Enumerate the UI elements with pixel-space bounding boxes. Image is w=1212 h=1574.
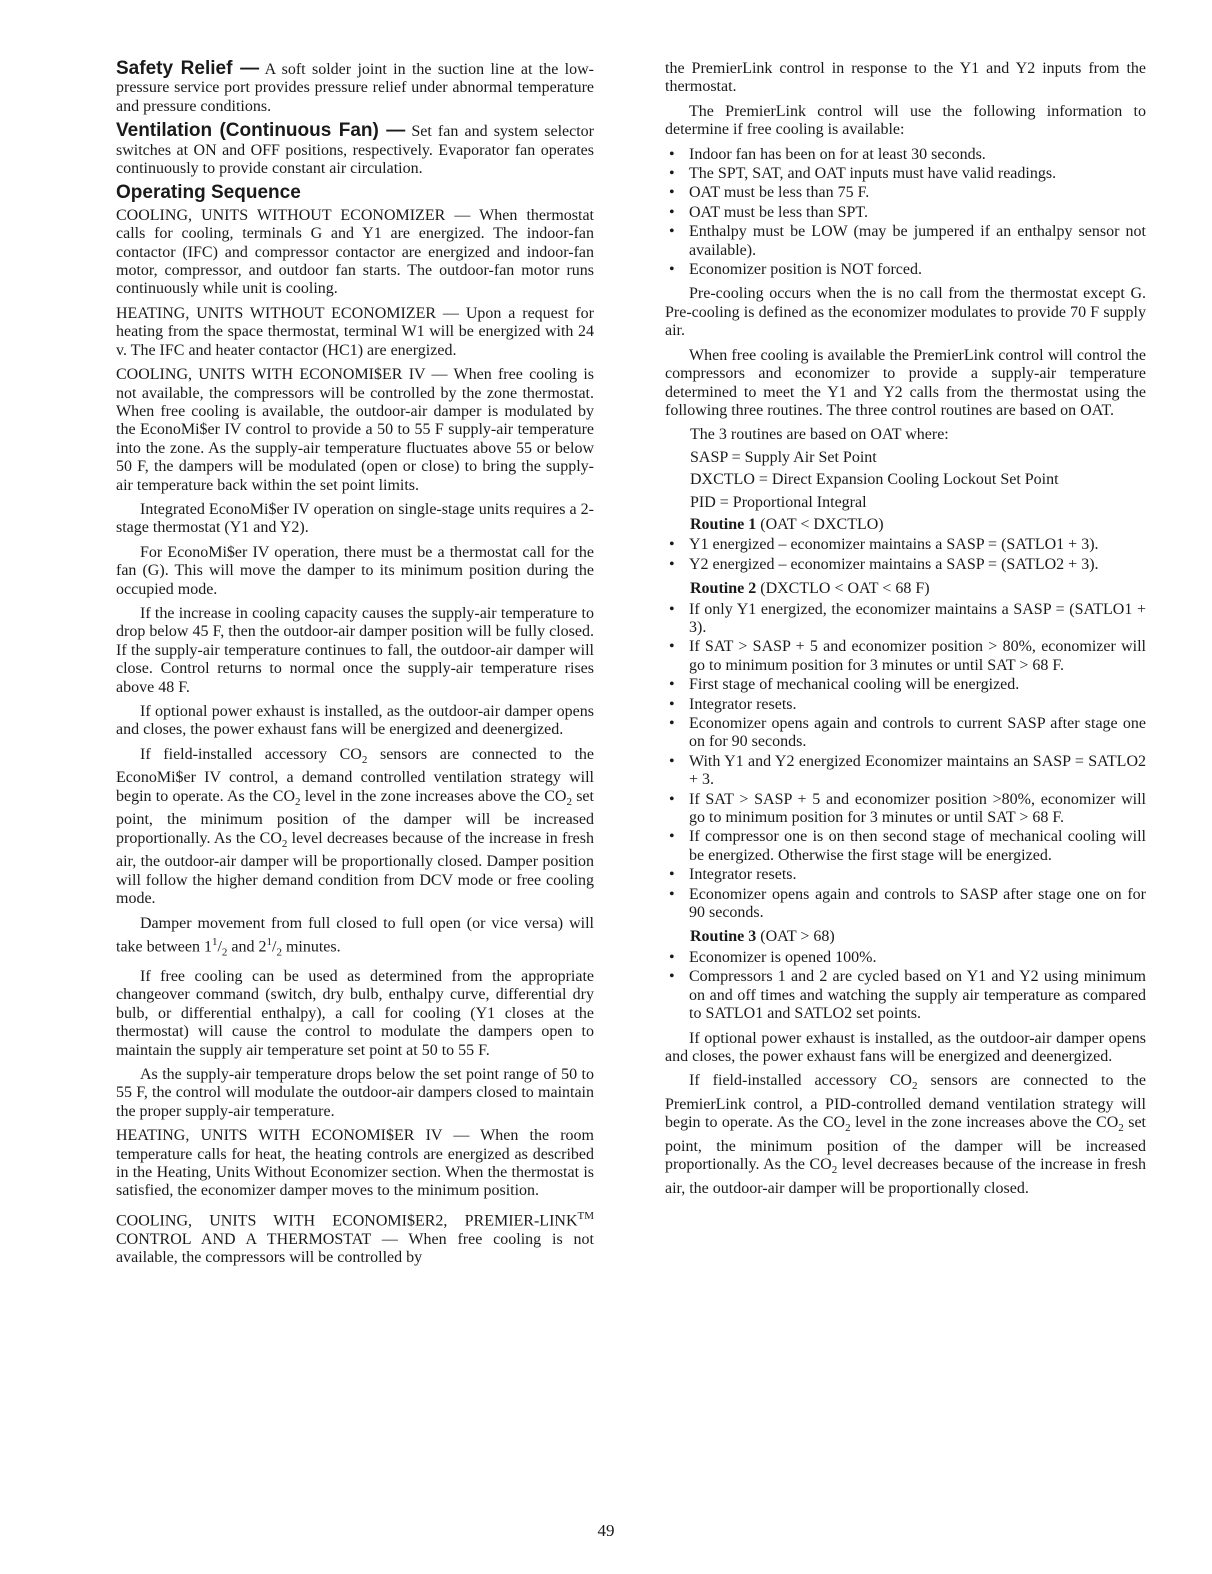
routines-intro: The 3 routines are based on OAT where:	[690, 426, 949, 444]
ventilation-heading: Ventilation (Continuous Fan) —	[116, 120, 406, 142]
list-item: • Economizer position is NOT forced.	[669, 261, 922, 279]
left-column	[116, 60, 594, 1273]
cooling-no-economizer-paragraph: COOLING, UNITS WITHOUT ECONOMIZER — When thermostat calls for cooling, terminals G and Y1 are energized. The indoor-fan contactor (IFC) and compressor contactor are energized and indoor-fan motor, compressor, and outdoor fan starts. The outdoor-fan motor runs continuously while unit is cooling.	[116, 206, 594, 298]
list-item: • Indoor fan has been on for at least 30 seconds.	[669, 145, 986, 163]
for-economizer-paragraph: For EconoMi$er IV operation, there must be a thermostat call for the fan (G). This will move the damper to its minimum position during the occupied mode.	[116, 543, 594, 598]
list-item: • Economizer opens again and controls to current SASP after stage one on for 90 seconds.	[669, 715, 1146, 751]
operating-sequence-heading: Operating Sequence	[116, 182, 301, 204]
def-sasp: SASP = Supply Air Set Point	[690, 448, 877, 466]
list-item: • Economizer is opened 100%.	[669, 948, 877, 966]
list-item: • If SAT > SASP + 5 and economizer position > 80%, economizer will go to minimum position for 3 minutes or until SAT > 68 F.	[669, 638, 1146, 674]
def-dxctlo: DXCTLO = Direct Expansion Cooling Lockout Set Point	[690, 471, 1059, 489]
list-item: • With Y1 and Y2 energized Economizer maintains an SASP = SATLO2 + 3.	[669, 752, 1146, 789]
page-number: 49	[597, 1521, 615, 1540]
increase-paragraph: If the increase in cooling capacity causes the supply-air temperature to drop below 45 F, then the outdoor-air damper position will be fully closed. If the supply-air temperature continues to fall, the outdoor-air damper will close. Control returns to normal once the supply-air temperature rises above 48 F.	[116, 604, 594, 696]
list-item: • Y2 energized – economizer maintains a SASP = (SATLO2 + 3).	[669, 555, 1099, 573]
list-item: • OAT must be less than 75 F.	[669, 184, 870, 202]
safety-relief-heading: Safety Relief —	[116, 58, 260, 79]
power-exhaust-paragraph: If optional power exhaust is installed, as the outdoor-air damper opens and closes, the power exhaust fans will be energized and deenergized.	[116, 703, 594, 739]
co2-paragraph: If field-installed accessory $CO_2$ sensors are connected to the EconoMi$er IV control, a demand controlled ventilation strategy will begin to operate. As the $CO_2$ level in the zone increases above the $CO_2$ set point, the minimum position of the damper will be increased proportionally. As the $CO_2$ level decreases because of the increase in fresh air, the outdoor-air damper will be proportionally closed. Damper position will follow the higher demand condition from DCV mode or free cooling mode.	[116, 745, 595, 908]
list-item: • If only Y1 energized, the economizer maintains a SASP = (SATLO1 + 3).	[669, 600, 1146, 636]
list-item: • OAT must be less than SPT.	[669, 203, 868, 221]
info-paragraph: The PremierLink control will use the following information to determine if free cooling is available:	[665, 102, 1146, 139]
right-column	[665, 60, 1146, 1204]
list-item: • Compressors 1 and 2 are cycled based on Y1 and Y2 using minimum on and off times and watching the supply air temperature as compared to SATLO1 and SATLO2 set points.	[669, 968, 1146, 1023]
ventilation-paragraph: Ventilation (Continuous Fan) — Set fan and system selector switches at ON and OFF positions, respectively. Evaporator fan operates continuously to provide constant air circulation.	[116, 120, 595, 178]
list-item: • The SPT, SAT, and OAT inputs must have valid readings.	[669, 165, 1057, 183]
safety-relief-paragraph: Safety Relief — A soft solder joint in the suction line at the low-pressure service port provides pressure relief under abnormal temperature and pressure conditions.	[116, 58, 595, 115]
continuation-paragraph: the PremierLink control in response to the Y1 and Y2 inputs from the thermostat.	[665, 60, 1146, 96]
co2-paragraph: If field-installed accessory $CO_2$ sensors are connected to the PremierLink control, a PID-controlled demand ventilation strategy will begin to operate. As the $CO_2$ level in the zone increases above the $CO_2$ set point, the minimum position of the damper will be increased proportionally. As the $CO_2$ level decreases because of the increase in fresh air, the outdoor-air damper will be proportionally closed.	[665, 1072, 1147, 1197]
list-item: • Enthalpy must be LOW (may be jumpered if an enthalpy sensor not available).	[669, 223, 1146, 259]
heating-economizer-paragraph: HEATING, UNITS WITH ECONOMI$ER IV — When the room temperature calls for heat, the heating controls are energized as described in the Heating, Units Without Economizer section. When the thermostat is satisfied, the economizer damper moves to the minimum position.	[116, 1127, 594, 1200]
damper-movement-paragraph: Damper movement from full closed to full open (or vice versa) will take between $1^1/_2$ and $2^1/_2$ minutes.	[116, 914, 594, 959]
list-item: • First stage of mechanical cooling will be energized.	[669, 676, 1020, 694]
routine-2-heading: Routine 2 (DXCTLO < OAT < 68 F)	[690, 580, 930, 598]
list-item: • Y1 energized – economizer maintains a SASP = (SATLO1 + 3).	[669, 536, 1099, 554]
list-item: • If SAT > SASP + 5 and economizer position >80%, economizer will go to minimum position for 3 minutes or until SAT > 68 F.	[669, 790, 1146, 827]
list-item: • Economizer opens again and controls to SASP after stage one on for 90 seconds.	[669, 885, 1146, 922]
heating-no-economizer-paragraph: HEATING, UNITS WITHOUT ECONOMIZER — Upon a request for heating from the space thermostat, terminal W1 will be energized with 24 v. The IFC and heater contactor (HC1) are energized.	[116, 304, 594, 359]
free-cooling-conditions-list	[665, 146, 1146, 280]
supply-air-drops-paragraph: As the supply-air temperature drops below the set point range of 50 to 55 F, the control will modulate the outdoor-air dampers closed to maintain the proper supply-air temperature.	[116, 1065, 594, 1120]
list-item: • Integrator resets.	[669, 695, 797, 713]
free-cooling-paragraph: If free cooling can be used as determined from the appropriate changeover command (switch, dry bulb, enthalpy curve, differential dry bulb, or differential enthalpy), a call for cooling (Y1 closes at the thermostat) will cause the control to modulate the dampers open to maintain the supply air temperature set point at 50 to 55 F.	[116, 967, 594, 1059]
routine-1-list	[665, 536, 1146, 574]
routine-1-heading: Routine 1 (OAT < DXCTLO)	[690, 515, 884, 533]
routine-3-list	[665, 949, 1146, 1024]
when-free-paragraph: When free cooling is available the PremierLink control will control the compressors and economizer to provide a supply-air temperature determined to meet the Y1 and Y2 calls from the thermostat using the following three routines. The three control routines are based on OAT.	[665, 346, 1146, 419]
power-exhaust-paragraph: If optional power exhaust is installed, as the outdoor-air damper opens and closes, the power exhaust fans will be energized and deenergized.	[665, 1029, 1146, 1065]
integrated-paragraph: Integrated EconoMi$er IV operation on single-stage units requires a 2-stage thermostat (Y1 and Y2).	[116, 500, 594, 537]
cooling-economizer-paragraph: COOLING, UNITS WITH ECONOMI$ER IV — When free cooling is not available, the compressors will be controlled by the zone thermostat. When free cooling is available, the outdoor-air damper is modulated by the EconoMi$er IV control to provide a 50 to 55 F supply-air temperature into the zone. As the supply-air temperature fluctuates above 55 or below 50 F, the dampers will be modulated (open or close) to bring the supply-air temperature back within the set point limits.	[116, 366, 594, 494]
list-item: • If compressor one is on then second stage of mechanical cooling will be energized. Otherwise the first stage will be energized.	[669, 828, 1146, 864]
list-item: • Integrator resets.	[669, 866, 797, 884]
routine-2-list	[665, 601, 1146, 923]
def-pid: PID = Proportional Integral	[690, 493, 867, 511]
cooling-economizer2-paragraph: COOLING, UNITS WITH ECONOMI$ER2, PREMIER-LINK™ CONTROL AND A THERMOSTAT — When free cooling is not available, the compressors will be controlled by	[116, 1209, 594, 1266]
routine-3-heading: Routine 3 (OAT > 68)	[690, 928, 835, 946]
precool-paragraph: Pre-cooling occurs when the is no call from the thermostat except G. Pre-cooling is defined as the economizer modulates to provide 70 F supply air.	[665, 285, 1146, 340]
